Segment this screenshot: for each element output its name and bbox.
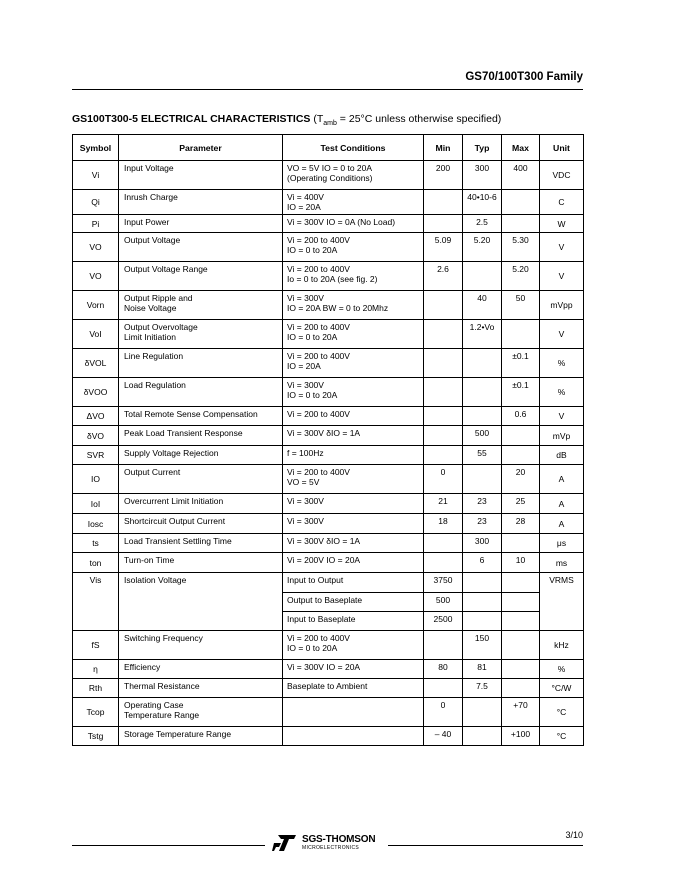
max-cell: 28 [502,514,540,534]
cell-line: Vi = 200 to 400V [287,235,350,245]
min-cell: 0 [424,465,463,494]
conditions-cell [283,660,424,679]
typ-cell: 7.5 [463,679,502,698]
company-logo [272,833,382,855]
table-row [73,698,584,727]
cell-line: Vi = 300V δIO = 1A [287,536,361,546]
cell-line: Input Voltage [124,163,174,173]
min-cell [424,631,463,660]
table-row [73,727,584,746]
typ-cell: 2.5 [463,215,502,233]
conditions-cell [283,426,424,446]
min-cell [424,446,463,465]
typ-cell [463,612,502,631]
conditions-cell [283,349,424,378]
unit-cell: A [540,514,584,534]
max-cell [502,631,540,660]
parameter-cell [119,426,283,446]
cell-line: Vi = 300V IO = 0A (No Load) [287,217,396,227]
cell-line: Shortcircuit Output Current [124,516,226,526]
max-cell: +70 [502,698,540,727]
cell-line: Peak Load Transient Response [124,428,243,438]
parameter-cell [119,698,283,727]
typ-cell [463,698,502,727]
max-cell: 400 [502,161,540,190]
unit-cell: V [540,320,584,349]
parameter-cell [119,514,283,534]
conditions-cell: Input to Output [283,573,424,593]
max-cell: 25 [502,494,540,514]
typ-cell [463,573,502,593]
symbol-cell: Vis [73,573,119,631]
table-row [73,679,584,698]
typ-cell: 5.20 [463,233,502,262]
max-cell: 20 [502,465,540,494]
table-row [73,349,584,378]
table-row [73,190,584,215]
min-cell: 500 [424,593,463,612]
cell-line: Switching Frequency [124,633,203,643]
unit-cell: C [540,190,584,215]
conditions-cell [283,378,424,407]
typ-cell: 150 [463,631,502,660]
cell-line: Total Remote Sense Compensation [124,409,258,419]
conditions-cell [283,465,424,494]
symbol-cell: Qi [73,190,119,215]
symbol-cell: ton [73,553,119,573]
parameter-cell [119,190,283,215]
cell-line: Temperature Range [124,710,200,720]
max-cell [502,215,540,233]
parameter-cell [119,262,283,291]
footer-rule-right [388,845,583,846]
typ-cell: 40 [463,291,502,320]
parameter-cell [119,349,283,378]
min-cell: 200 [424,161,463,190]
cell-line: Vi = 200 to 400V [287,264,350,274]
section-title-close: = 25°C unless otherwise specified) [336,113,502,125]
cell-line: Line Regulation [124,351,184,361]
cell-line: f = 100Hz [287,448,324,458]
symbol-cell: Tstg [73,727,119,746]
unit-cell: % [540,660,584,679]
max-cell [502,320,540,349]
cell-line: IO = 20A BW = 0 to 20Mhz [287,303,389,313]
table-body [73,161,584,746]
cell-line: Supply Voltage Rejection [124,448,219,458]
parameter-cell [119,727,283,746]
typ-cell [463,407,502,426]
section-title-open: (T [310,113,324,125]
min-cell: 3750 [424,573,463,593]
parameter-cell [119,679,283,698]
table-row [73,514,584,534]
cell-line: VO = 5V [287,477,320,487]
cell-line: Output Voltage [124,235,181,245]
max-cell: 5.30 [502,233,540,262]
min-cell: 5.09 [424,233,463,262]
page-number: 3/10 [565,830,583,840]
document-header-title: GS70/100T300 Family [465,71,583,83]
cell-line: Vi = 300V δIO = 1A [287,428,361,438]
cell-line: Turn-on Time [124,555,175,565]
section-title [72,113,501,127]
unit-cell: °C/W [540,679,584,698]
typ-cell: 500 [463,426,502,446]
conditions-cell [283,215,424,233]
conditions-cell [283,233,424,262]
conditions-cell [283,631,424,660]
conditions-cell [283,407,424,426]
unit-cell: °C [540,698,584,727]
table-row [73,291,584,320]
cell-line: (Operating Conditions) [287,173,373,183]
unit-cell: % [540,378,584,407]
header-rule [72,89,583,90]
symbol-cell: IoI [73,494,119,514]
max-cell [502,612,540,631]
max-cell [502,679,540,698]
symbol-cell: VO [73,262,119,291]
footer-rule-left [72,845,265,846]
cell-line: Load Regulation [124,380,186,390]
symbol-cell: Vi [73,161,119,190]
cell-line: IO = 20A [287,202,321,212]
conditions-cell [283,262,424,291]
symbol-cell: VO [73,233,119,262]
max-cell: 5.20 [502,262,540,291]
conditions-cell [283,679,424,698]
cell-line: Efficiency [124,662,161,672]
typ-cell: 6 [463,553,502,573]
min-cell [424,407,463,426]
cell-line: Overcurrent Limit Initiation [124,496,224,506]
min-cell [424,426,463,446]
min-cell: 2500 [424,612,463,631]
unit-cell: A [540,465,584,494]
symbol-cell: ts [73,534,119,553]
conditions-cell [283,190,424,215]
symbol-cell: Tcop [73,698,119,727]
cell-line: Storage Temperature Range [124,729,232,739]
symbol-cell: SVR [73,446,119,465]
logo-name: SGS-THOMSON [302,834,376,845]
column-header: Test Conditions [283,135,424,161]
unit-cell: W [540,215,584,233]
unit-cell: mVp [540,426,584,446]
table-row [73,446,584,465]
symbol-cell: Pi [73,215,119,233]
unit-cell: V [540,233,584,262]
table-row [73,320,584,349]
conditions-cell: Output to Baseplate [283,593,424,612]
table-row [73,660,584,679]
typ-cell [463,465,502,494]
conditions-cell [283,320,424,349]
typ-cell: 300 [463,161,502,190]
table-row [73,262,584,291]
max-cell: 50 [502,291,540,320]
cell-line: Vi = 300V [287,496,324,506]
cell-line: Vi = 200V IO = 20A [287,555,361,565]
table-row [73,378,584,407]
unit-cell: VRMS [540,573,584,631]
max-cell: ±0.1 [502,378,540,407]
max-cell [502,593,540,612]
table-row [73,534,584,553]
min-cell [424,349,463,378]
min-cell [424,215,463,233]
parameter-cell [119,161,283,190]
cell-line: Output Overvoltage [124,322,198,332]
symbol-cell: VoI [73,320,119,349]
cell-line: Operating Case [124,700,184,710]
table-header-row [73,135,584,161]
typ-cell [463,593,502,612]
symbol-cell: Vorn [73,291,119,320]
cell-line: Noise Voltage [124,303,177,313]
cell-line: Output Current [124,467,181,477]
unit-cell: V [540,262,584,291]
unit-cell: VDC [540,161,584,190]
table-row [73,426,584,446]
conditions-cell [283,494,424,514]
max-cell [502,660,540,679]
cell-line: Vi = 300V [287,380,324,390]
symbol-cell: δVO [73,426,119,446]
cell-line: Inrush Charge [124,192,178,202]
min-cell [424,553,463,573]
max-cell [502,573,540,593]
conditions-cell: Input to Baseplate [283,612,424,631]
unit-cell: °C [540,727,584,746]
column-header: Min [424,135,463,161]
min-cell: 18 [424,514,463,534]
column-header: Typ [463,135,502,161]
max-cell [502,446,540,465]
max-cell [502,534,540,553]
typ-cell [463,727,502,746]
symbol-cell: δVOL [73,349,119,378]
min-cell [424,378,463,407]
cell-line: Vi = 200 to 400V [287,322,350,332]
conditions-cell [283,534,424,553]
parameter-cell [119,320,283,349]
typ-cell: 23 [463,494,502,514]
parameter-cell [119,407,283,426]
unit-cell: kHz [540,631,584,660]
symbol-cell: Iosc [73,514,119,534]
parameter-cell [119,494,283,514]
cell-line: Baseplate to Ambient [287,681,368,691]
table-row [73,553,584,573]
st-logo-icon [272,833,298,853]
cell-line: Vi = 200 to 400V [287,633,350,643]
cell-line: IO = 0 to 20A [287,390,338,400]
parameter-cell [119,534,283,553]
conditions-cell [283,446,424,465]
typ-cell: 55 [463,446,502,465]
min-cell: 80 [424,660,463,679]
typ-cell: 81 [463,660,502,679]
conditions-cell [283,514,424,534]
parameter-cell [119,465,283,494]
cell-line: Load Transient Settling Time [124,536,232,546]
parameter-cell [119,660,283,679]
table-row [73,631,584,660]
min-cell [424,291,463,320]
min-cell: – 40 [424,727,463,746]
max-cell [502,426,540,446]
parameter-cell: Isolation Voltage [119,573,283,631]
min-cell: 21 [424,494,463,514]
logo-subtitle: MICROELECTRONICS [302,845,360,851]
cell-line: Vi = 300V IO = 20A [287,662,361,672]
symbol-cell: ΔVO [73,407,119,426]
cell-line: IO = 20A [287,361,321,371]
typ-cell [463,349,502,378]
table-row [73,161,584,190]
parameter-cell [119,378,283,407]
symbol-cell: Rth [73,679,119,698]
parameter-cell [119,446,283,465]
max-cell [502,190,540,215]
max-cell: ±0.1 [502,349,540,378]
cell-line: Vi = 200 to 400V [287,467,350,477]
cell-line: Vi = 300V [287,516,324,526]
table-row [73,494,584,514]
cell-line: Vi = 200 to 400V [287,351,350,361]
cell-line: Output Ripple and [124,293,193,303]
column-header: Unit [540,135,584,161]
parameter-cell [119,553,283,573]
table-row [73,215,584,233]
min-cell: 0 [424,698,463,727]
electrical-characteristics-table [72,134,584,746]
unit-cell: dB [540,446,584,465]
typ-cell: 300 [463,534,502,553]
column-header: Symbol [73,135,119,161]
min-cell [424,534,463,553]
cell-line: Vi = 400V [287,192,324,202]
table-row [73,465,584,494]
conditions-cell [283,553,424,573]
column-header: Max [502,135,540,161]
min-cell: 2.6 [424,262,463,291]
cell-line: IO = 0 to 20A [287,245,338,255]
cell-line: Thermal Resistance [124,681,200,691]
conditions-cell [283,161,424,190]
table-row [73,407,584,426]
symbol-cell: fS [73,631,119,660]
symbol-cell: δVOO [73,378,119,407]
cell-line: Vi = 200 to 400V [287,409,350,419]
min-cell [424,190,463,215]
cell-line: Output Voltage Range [124,264,208,274]
max-cell: 10 [502,553,540,573]
unit-cell: V [540,407,584,426]
table-row [73,573,584,593]
unit-cell: μs [540,534,584,553]
cell-line: Io = 0 to 20A (see fig. 2) [287,274,378,284]
column-header: Parameter [119,135,283,161]
parameter-cell [119,215,283,233]
unit-cell: % [540,349,584,378]
symbol-cell: η [73,660,119,679]
cell-line: IO = 0 to 20A [287,332,338,342]
min-cell [424,320,463,349]
cell-line: Input Power [124,217,170,227]
unit-cell: ms [540,553,584,573]
cell-line: Vi = 300V [287,293,324,303]
table-row [73,233,584,262]
typ-cell: 40•10-6 [463,190,502,215]
conditions-cell [283,698,424,727]
min-cell [424,679,463,698]
symbol-cell: IO [73,465,119,494]
parameter-cell [119,233,283,262]
section-title-sub: amb [323,120,337,128]
parameter-cell [119,291,283,320]
cell-line: IO = 0 to 20A [287,643,338,653]
conditions-cell [283,727,424,746]
unit-cell: A [540,494,584,514]
typ-cell: 1.2•Vo [463,320,502,349]
section-title-bold: GS100T300-5 ELECTRICAL CHARACTERISTICS [72,113,311,125]
typ-cell: 23 [463,514,502,534]
typ-cell [463,378,502,407]
unit-cell: mVpp [540,291,584,320]
cell-line: Limit Initiation [124,332,176,342]
parameter-cell [119,631,283,660]
max-cell: +100 [502,727,540,746]
conditions-cell [283,291,424,320]
cell-line: VO = 5V IO = 0 to 20A [287,163,373,173]
typ-cell [463,262,502,291]
max-cell: 0.6 [502,407,540,426]
